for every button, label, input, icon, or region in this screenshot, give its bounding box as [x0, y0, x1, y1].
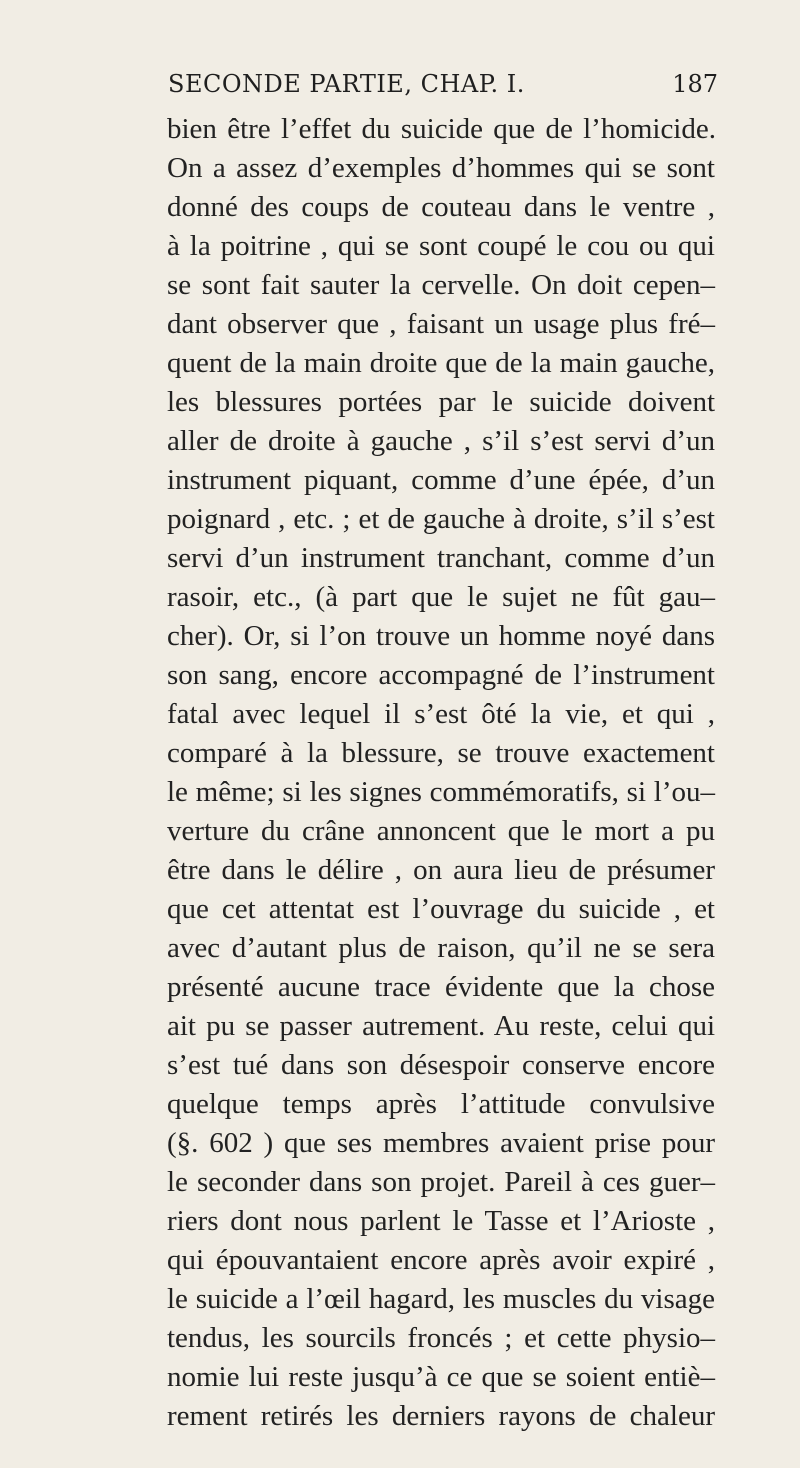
running-head: SECONDE PARTIE, CHAP. I. [168, 70, 525, 98]
text-line: présenté aucune trace évidente que la chose [167, 971, 715, 1003]
text-line: rement retirés les derniers rayons de chaleur [167, 1400, 715, 1432]
page-header [168, 70, 728, 104]
text-line: bien être l’effet du suicide que de l’homicide. [167, 113, 716, 145]
text-line: avec d’autant plus de raison, qu’il ne se sera [167, 932, 715, 964]
text-line: dant observer que , faisant un usage plus fré– [167, 308, 715, 340]
text-line: servi d’un instrument tranchant, comme d’un [167, 542, 715, 574]
text-line: nomie lui reste jusqu’à ce que se soient entiè– [167, 1361, 715, 1393]
text-line: cher). Or, si l’on trouve un homme noyé dans [167, 620, 715, 652]
text-line: riers dont nous parlent le Tasse et l’Arioste , [167, 1205, 715, 1237]
text-line: ait pu se passer autrement. Au reste, celui qui [167, 1010, 715, 1042]
text-line: qui épouvantaient encore après avoir expiré , [167, 1244, 715, 1276]
text-line: fatal avec lequel il s’est ôté la vie, et qui , [167, 698, 715, 730]
text-line: le suicide a l’œil hagard, les muscles du visage [167, 1283, 715, 1315]
text-line: les blessures portées par le suicide doivent [167, 386, 715, 418]
text-line: s’est tué dans son désespoir conserve encore [167, 1049, 715, 1081]
text-line: verture du crâne annoncent que le mort a pu [167, 815, 715, 847]
page-number: 187 [672, 70, 718, 98]
text-line: être dans le délire , on aura lieu de présumer [167, 854, 715, 886]
text-line: rasoir, etc., (à part que le sujet ne fût gau– [167, 581, 715, 613]
text-line: à la poitrine , qui se sont coupé le cou ou qui [167, 230, 715, 262]
text-line: instrument piquant, comme d’une épée, d’un [167, 464, 715, 496]
text-line: donné des coups de couteau dans le ventre , [167, 191, 715, 223]
text-line: (§. 602 ) que ses membres avaient prise pour [167, 1127, 715, 1159]
text-line: poignard , etc. ; et de gauche à droite, s’il s’est [167, 503, 715, 535]
text-line: quelque temps après l’attitude convulsive [167, 1088, 715, 1120]
text-line: aller de droite à gauche , s’il s’est servi d’un [167, 425, 715, 457]
text-line: le seconder dans son projet. Pareil à ces guer– [167, 1166, 715, 1198]
text-line: On a assez d’exemples d’hommes qui se sont [167, 152, 715, 184]
text-line: que cet attentat est l’ouvrage du suicide , et [167, 893, 715, 925]
text-line: son sang, encore accompagné de l’instrument [167, 659, 715, 691]
text-line: quent de la main droite que de la main gauche, [167, 347, 715, 379]
text-line: tendus, les sourcils froncés ; et cette physio– [167, 1322, 715, 1354]
text-line: le même; si les signes commémoratifs, si l’ou– [167, 776, 715, 808]
text-line: se sont fait sauter la cervelle. On doit cepen– [167, 269, 715, 301]
text-line: comparé à la blessure, se trouve exactement [167, 737, 715, 769]
